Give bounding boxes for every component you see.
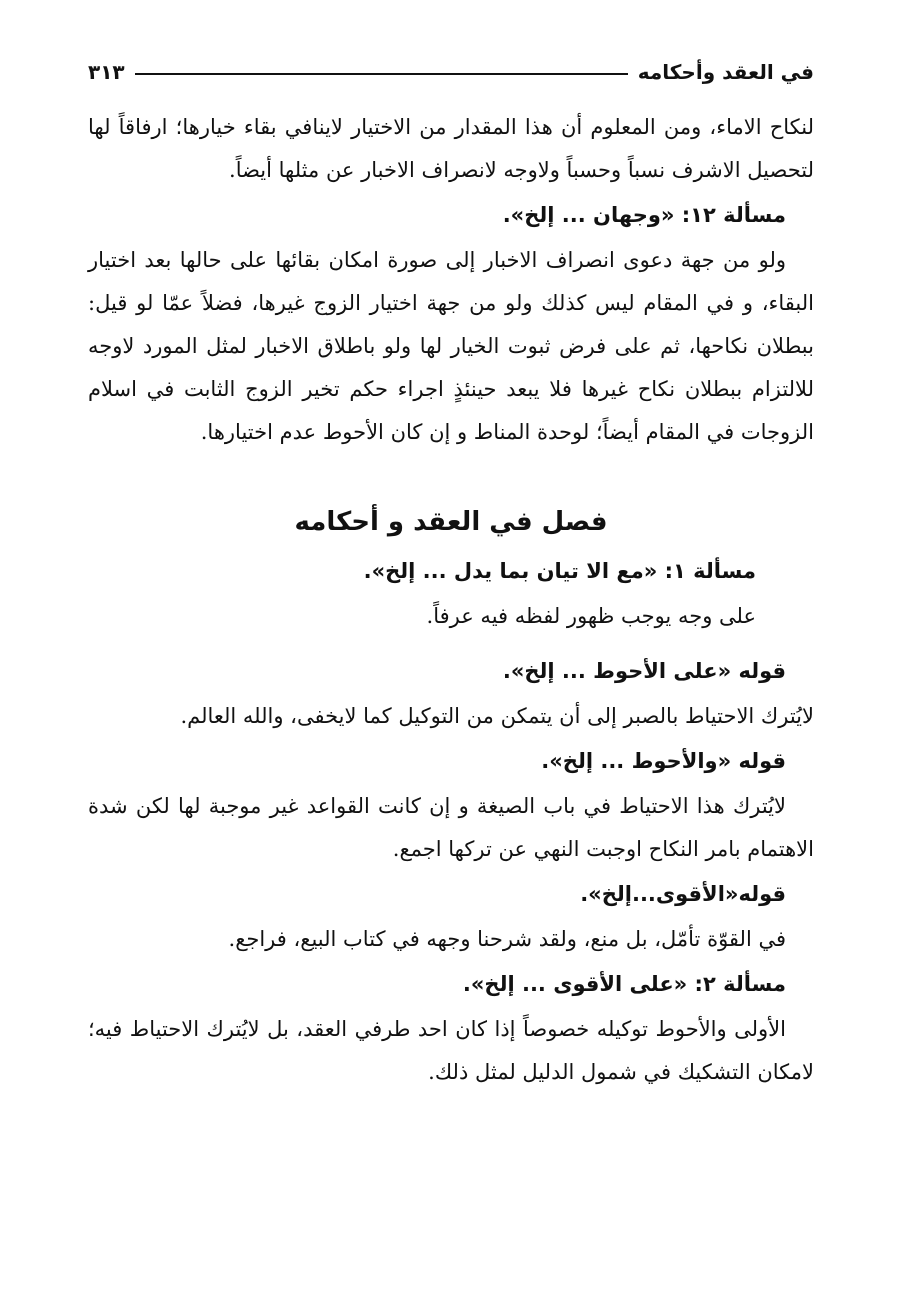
masala-12-heading: مسألة ١٢: «وجهان ... إلخ». (502, 203, 786, 227)
masala-1-heading: مسألة ١: «مع الا تيان بما يدل ... إلخ». (363, 559, 756, 583)
spacer (88, 638, 814, 648)
qawl-3-heading: قوله«الأقوى...إلخ». (580, 882, 786, 906)
running-head (88, 56, 814, 88)
section-title: فصل في العقد و أحكامه (294, 507, 608, 537)
masala-1-paragraph: على وجه يوجب ظهور لفظه فيه عرفاً. (426, 604, 756, 628)
body-text (88, 106, 814, 1094)
qawl-1-heading: قوله «على الأحوط ... إلخ». (502, 659, 786, 683)
header-rule (135, 73, 628, 75)
intro-paragraph: لنكاح الاماء، ومن المعلوم أن هذا المقدار من الاختيار لاينافي بقاء خيارها؛ ارفاقاً لها لتحصيل الاشرف نسباً وحسباً ولاوجه لانصراف الاخبار عن مثلها أيضاً. (88, 115, 814, 182)
masala-12-paragraph: ولو من جهة دعوى انصراف الاخبار إلى صورة امكان بقائها على حالها بعد اختيار البقاء، و في المقام ليس كذلك ولو من جهة اختيار الزوج غيرها، فضلاً عمّا لو قيل: ببطلان نكاحها، ثم على فرض ثبوت الخيار لها ولو باطلاق الاخبار لمثل المورد لاوجه للالتزام ببطلان نكاح غيرها فلا يبعد حينئذٍ اجراء حكم تخير الزوج الثابت في اسلام الزوجات في المقام أيضاً؛ لوحدة المناط و إن كان الأحوط عدم اختيارها. (88, 248, 814, 444)
running-title: في العقد وأحكامه (637, 60, 814, 84)
masala-2-heading: مسألة ٢: «على الأقوى ... إلخ». (462, 972, 786, 996)
masala-2-paragraph: الأولى والأحوط توكيله خصوصاً إذا كان احد طرفي العقد، بل لايُترك الاحتياط فيه؛ لامكان التشكيك في شمول الدليل لمثل ذلك. (88, 1017, 814, 1084)
qawl-3-paragraph: في القوّة تأمّل، بل منع، ولقد شرحنا وجهه في كتاب البيع، فراجع. (228, 927, 786, 951)
document-page (88, 0, 814, 1307)
qawl-1-paragraph: لايُترك الاحتياط بالصبر إلى أن يتمكن من التوكيل كما لايخفى، والله العالم. (180, 704, 814, 728)
page-number: ٣١٣ (88, 60, 125, 84)
qawl-2-heading: قوله «والأحوط ... إلخ». (541, 749, 786, 773)
qawl-2-paragraph: لايُترك هذا الاحتياط في باب الصيغة و إن كانت القواعد غير موجبة لها لكن شدة الاهتمام بامر النكاح اوجبت النهي عن تركها اجمع. (88, 794, 814, 861)
